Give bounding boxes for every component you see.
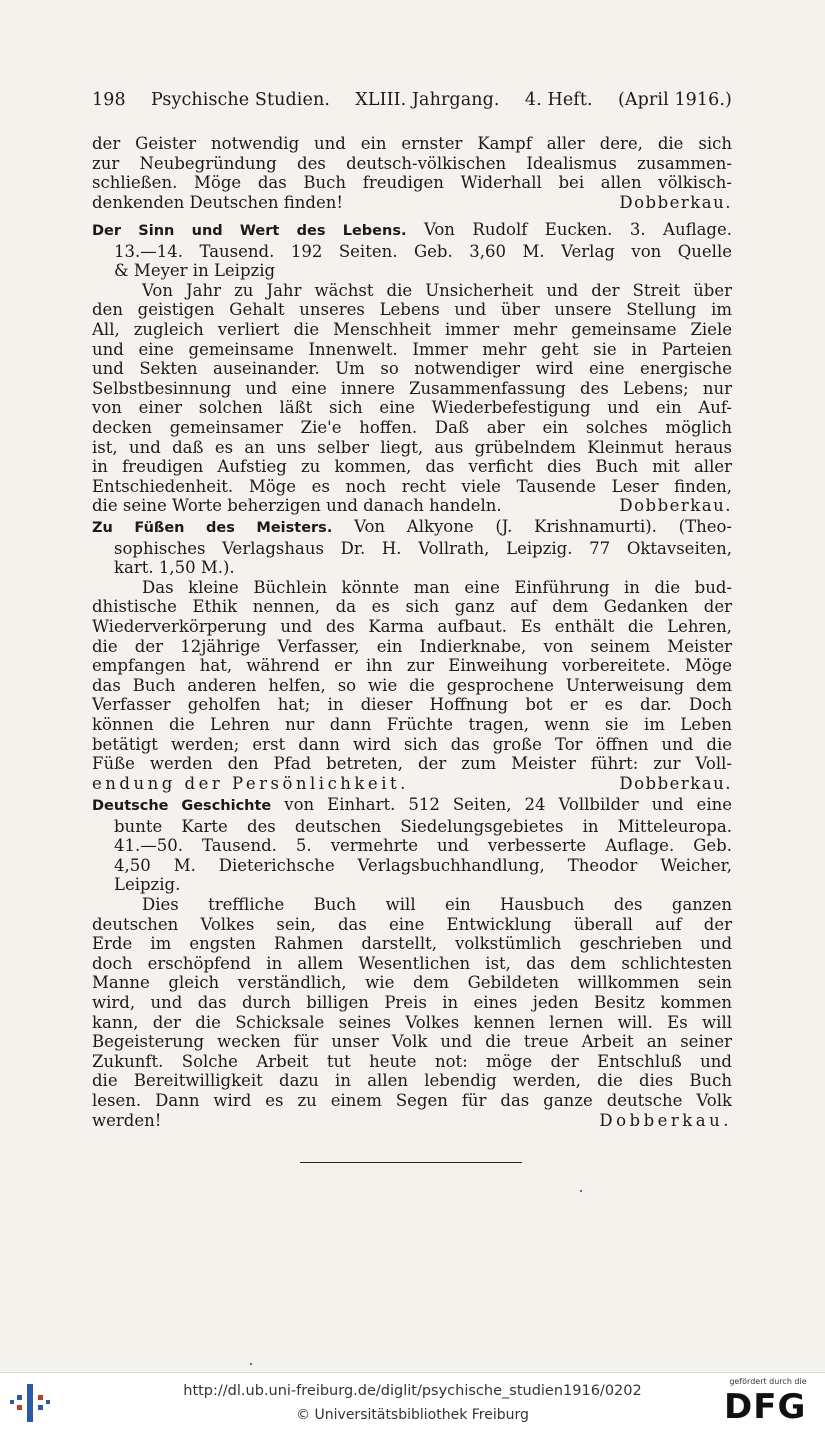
citation-line: bunte Karte des deutschen Siedelungsgebietes in Mitteleuropa.	[114, 816, 732, 836]
citation-line: 4,50 M. Dieterichsche Verlagsbuchhandlung, Theodor Weicher,	[114, 855, 732, 875]
text-line: Dies treffliche Buch will ein Hausbuch des ganzen	[142, 894, 732, 914]
text-line: doch erschöpfend in allem Wesentlichen ist, das dem schlichtesten	[92, 953, 732, 973]
reviewer-signature: Dobberkau.	[619, 192, 732, 212]
text-line: All, zugleich verliert die Menschheit immer mehr gemeinsame Ziele	[92, 319, 732, 339]
text-line: Füße werden den Pfad betreten, der zum Meister führt: zur Voll-	[92, 754, 732, 774]
dfg-logo-text: DFG	[724, 1387, 807, 1427]
text-line: Von Jahr zu Jahr wächst die Unsicherheit und der Streit über	[142, 280, 732, 300]
review-entry-sinn-und-wert	[92, 220, 732, 516]
copyright-notice: © Universitätsbibliothek Freiburg	[296, 1407, 529, 1423]
document-url[interactable]: http://dl.ub.uni-freiburg.de/diglit/psychische_studien1916/0202	[183, 1383, 642, 1399]
text-line: können die Lehren nur dann Früchte tragen, wenn sie im Leben	[92, 714, 732, 734]
text-line: und eine gemeinsame Innenwelt. Immer mehr geht sie in Parteien	[92, 339, 732, 359]
citation-line: kart. 1,50 M.).	[114, 558, 235, 578]
text-line: kann, der die Schicksale seines Volkes kennen lernen will. Es will	[92, 1012, 732, 1032]
reviewer-signature: Dobberkau.	[599, 1110, 732, 1130]
text-line: Entschiedenheit. Möge es noch recht viele Tausende Leser finden,	[92, 476, 732, 496]
dfg-logo[interactable]	[716, 1377, 820, 1429]
text-line: Das kleine Büchlein könnte man eine Einführung in die bud-	[142, 577, 732, 597]
issue-date: (April 1916.)	[617, 90, 732, 110]
citation-line: Zu Füßen des Meisters. Von Alkyone (J. Krishnamurti). (Theo-	[92, 517, 732, 536]
text-line: betätigt werden; erst dann wird sich das große Tor öffnen und die	[92, 734, 732, 754]
text-line: deutschen Volkes sein, das eine Entwicklung überall auf der	[92, 914, 732, 934]
text-line: die seine Worte beherzigen und danach handeln. Dobberkau.	[92, 496, 732, 516]
text-line: Verfasser geholfen hat; in dieser Hoffnung bot er es dar. Doch	[92, 695, 732, 715]
text-line: Wiederverkörperung und des Karma aufbaut. Es enthält die Lehren,	[92, 616, 732, 636]
running-header	[92, 90, 732, 110]
scan-speck	[250, 1363, 252, 1365]
text-line: das Buch anderen helfen, so wie die gesprochene Unterweisung dem	[92, 675, 732, 695]
text-line: ist, und daß es an uns selber liegt, aus grübelndem Kleinmut heraus	[92, 437, 732, 457]
review-entry-deutsche-geschichte	[92, 795, 732, 1130]
book-title: Deutsche Geschichte	[92, 798, 272, 814]
section-divider	[300, 1162, 522, 1163]
text-line: Selbstbesinnung und eine innere Zusammenfassung des Lebens; nur	[92, 378, 732, 398]
text-line: wird, und das durch billigen Preis in eines jeden Besitz kommen	[92, 992, 732, 1012]
text-line: denkenden Deutschen finden! Dobberkau.	[92, 192, 732, 212]
funded-by-label: gefördert durch die	[729, 1377, 807, 1386]
reviewer-signature: Dobberkau.	[619, 773, 732, 793]
reviewer-signature: Dobberkau.	[619, 496, 732, 516]
citation-line: Deutsche Geschichte von Einhart. 512 Seiten, 24 Vollbilder und eine	[92, 795, 732, 814]
text-line: die Bereitwilligkeit dazu in allen lebendig werden, die dies Buch	[92, 1071, 732, 1091]
scan-speck	[580, 1190, 582, 1192]
text-line: schließen. Möge das Buch freudigen Widerhall bei allen völkisch-	[92, 173, 732, 193]
text-line: decken gemeinsamer Zie'e hoffen. Daß aber ein solches möglich	[92, 417, 732, 437]
citation-line: sophisches Verlagshaus Dr. H. Vollrath, Leipzig. 77 Oktavseiten,	[114, 538, 732, 558]
text-line: Erde im engsten Rahmen darstellt, volkstümlich geschrieben und	[92, 934, 732, 954]
review-entry-zu-fuessen	[92, 517, 732, 793]
text-line: die der 12jährige Verfasser, ein Indierknabe, von seinem Meister	[92, 636, 732, 656]
journal-title: Psychische Studien.	[151, 90, 330, 110]
page-number: 198	[92, 90, 126, 110]
issue-label: 4. Heft.	[524, 90, 593, 110]
text-line: und Sekten auseinander. Um so notwendiger wird eine energische	[92, 359, 732, 379]
text-line: der Geister notwendig und ein ernster Kampf aller dere, die sich	[92, 134, 732, 153]
text-line: Begeisterung wecken für unser Volk und die treue Arbeit an seiner	[92, 1032, 732, 1052]
text-line: endung der Persönlichkeit. Dobberkau.	[92, 773, 732, 793]
book-title: Zu Füßen des Meisters.	[92, 520, 333, 536]
citation-line: 13.—14. Tausend. 192 Seiten. Geb. 3,60 M. Verlag von Quelle	[114, 241, 732, 261]
text-line: Zukunft. Solche Arbeit tut heute not: möge der Entschluß und	[92, 1051, 732, 1071]
citation-line: Leipzig.	[114, 875, 181, 895]
text-line: den geistigen Gehalt unseres Lebens und über unsere Stellung im	[92, 300, 732, 320]
text-line: empfangen hat, während er ihn zur Einweihung vorbereitete. Möge	[92, 656, 732, 676]
text-line: dhistische Ethik nennen, da es sich ganz auf dem Gedanken der	[92, 597, 732, 617]
citation-line: Der Sinn und Wert des Lebens. Von Rudolf Eucken. 3. Auflage.	[92, 220, 732, 239]
citation-line: 41.—50. Tausend. 5. vermehrte und verbesserte Auflage. Geb.	[114, 836, 732, 856]
text-line: von einer solchen läßt sich eine Wiederbefestigung und ein Auf-	[92, 398, 732, 418]
citation-line: & Meyer in Leipzig	[114, 261, 276, 281]
text-line: Manne gleich verständlich, wie dem Gebildeten willkommen sein	[92, 973, 732, 993]
book-title: Der Sinn und Wert des Lebens.	[92, 223, 407, 239]
volume-label: XLIII. Jahrgang.	[355, 90, 500, 110]
text-line: in freudigen Aufstieg zu kommen, das verficht dies Buch mit aller	[92, 457, 732, 477]
text-line: werden! Dobberkau.	[92, 1110, 732, 1130]
text-line: lesen. Dann wird es zu einem Segen für das ganze deutsche Volk	[92, 1090, 732, 1110]
viewer-footer	[0, 1372, 825, 1431]
text-line: zur Neubegründung des deutsch-völkischen Idealismus zusammen-	[92, 153, 732, 173]
review-continuation	[92, 134, 732, 212]
